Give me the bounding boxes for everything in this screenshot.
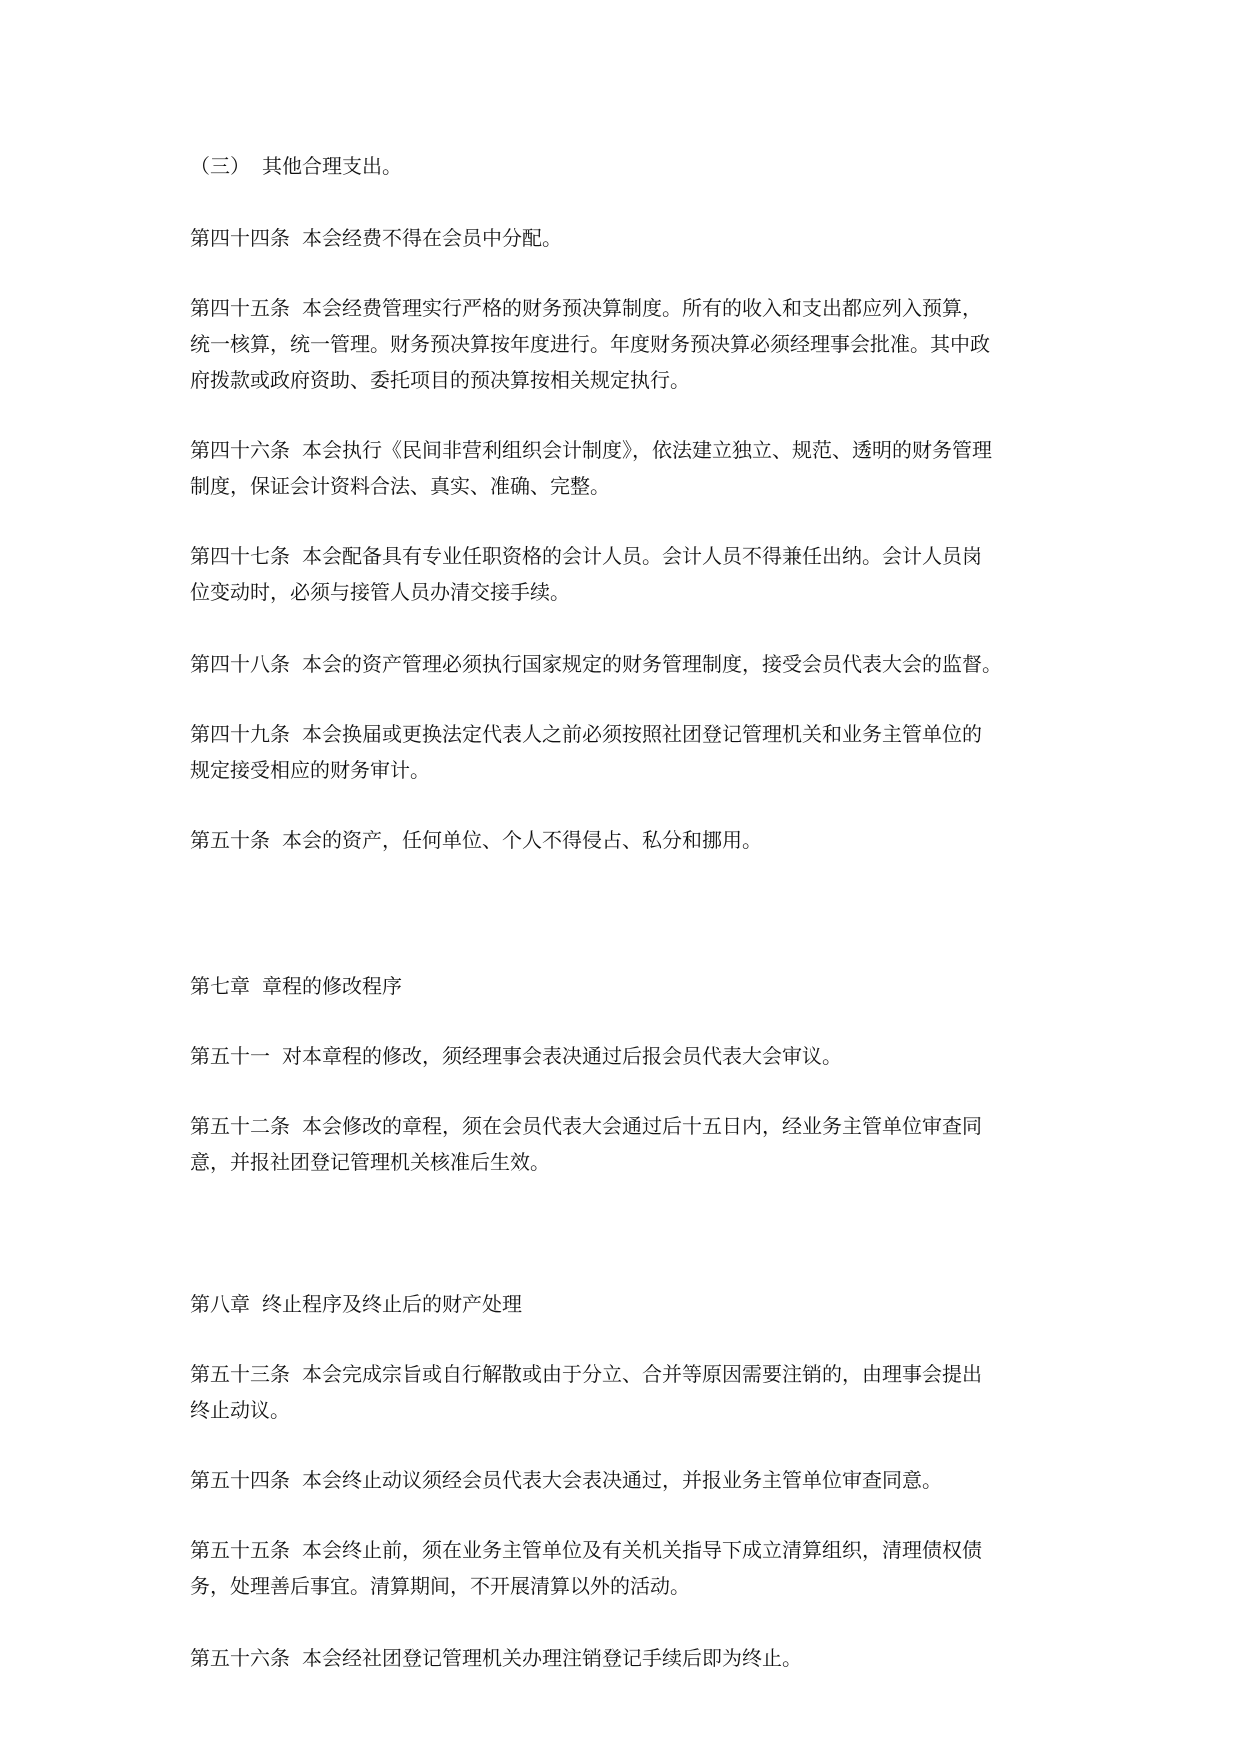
article-46 <box>190 432 1070 504</box>
article-47 <box>190 538 1070 610</box>
article-label: 第四十五条 <box>190 296 290 320</box>
article-52 <box>190 1108 1070 1180</box>
article-54 <box>190 1462 1070 1498</box>
article-label: 第五十条 <box>190 828 270 852</box>
article-label: 第五十五条 <box>190 1538 290 1562</box>
article-label: 第四十九条 <box>190 722 290 746</box>
article-53 <box>190 1356 1070 1428</box>
chapter-label: 第七章 <box>190 974 250 998</box>
clause-text: 其他合理支出。 <box>262 154 402 178</box>
article-48 <box>190 646 1070 682</box>
article-label: 第五十一 <box>190 1044 270 1068</box>
article-text-line: 务，处理善后事宜。清算期间，不开展清算以外的活动。 <box>190 1574 690 1598</box>
article-label: 第四十四条 <box>190 226 290 250</box>
article-text: 本会终止动议须经会员代表大会表决通过，并报业务主管单位审查同意。 <box>302 1468 942 1492</box>
article-text: 本会执行《民间非营利组织会计制度》，依法建立独立、规范、透明的财务管理 <box>302 438 992 462</box>
article-51 <box>190 1038 1070 1074</box>
article-label: 第四十七条 <box>190 544 290 568</box>
article-45 <box>190 290 1070 398</box>
article-text: 本会修改的章程，须在会员代表大会通过后十五日内，经业务主管单位审查同 <box>302 1114 982 1138</box>
article-text-line: 制度，保证会计资料合法、真实、准确、完整。 <box>190 474 610 498</box>
article-text-line: 统一核算，统一管理。财务预决算按年度进行。年度财务预决算必须经理事会批准。其中政 <box>190 332 990 356</box>
article-label: 第五十二条 <box>190 1114 290 1138</box>
article-label: 第五十四条 <box>190 1468 290 1492</box>
article-text-line: 终止动议。 <box>190 1398 290 1422</box>
article-text: 本会换届或更换法定代表人之前必须按照社团登记管理机关和业务主管单位的 <box>302 722 982 746</box>
clause-label: （三） <box>190 154 250 178</box>
article-text: 本会经社团登记管理机关办理注销登记手续后即为终止。 <box>302 1646 802 1670</box>
article-text: 本会配备具有专业任职资格的会计人员。会计人员不得兼任出纳。会计人员岗 <box>302 544 982 568</box>
article-text: 本会经费不得在会员中分配。 <box>302 226 562 250</box>
chapter-title: 章程的修改程序 <box>262 974 402 998</box>
article-label: 第四十六条 <box>190 438 290 462</box>
article-text: 本会的资产管理必须执行国家规定的财务管理制度，接受会员代表大会的监督。 <box>302 652 1002 676</box>
article-56 <box>190 1640 1070 1676</box>
article-text: 本会终止前，须在业务主管单位及有关机关指导下成立清算组织，清理债权债 <box>302 1538 982 1562</box>
article-text-line: 府拨款或政府资助、委托项目的预决算按相关规定执行。 <box>190 368 690 392</box>
chapter-label: 第八章 <box>190 1292 250 1316</box>
chapter-8-heading <box>190 1286 1070 1322</box>
article-label: 第五十六条 <box>190 1646 290 1670</box>
article-text-line: 位变动时，必须与接管人员办清交接手续。 <box>190 580 570 604</box>
article-text: 对本章程的修改，须经理事会表决通过后报会员代表大会审议。 <box>282 1044 842 1068</box>
article-label: 第五十三条 <box>190 1362 290 1386</box>
article-text: 本会的资产，任何单位、个人不得侵占、私分和挪用。 <box>282 828 762 852</box>
clause-3-other-expenses <box>190 148 1070 184</box>
chapter-7-heading <box>190 968 1070 1004</box>
article-text: 本会经费管理实行严格的财务预决算制度。所有的收入和支出都应列入预算， <box>302 296 982 320</box>
article-44 <box>190 220 1070 256</box>
chapter-title: 终止程序及终止后的财产处理 <box>262 1292 522 1316</box>
article-label: 第四十八条 <box>190 652 290 676</box>
article-55 <box>190 1532 1070 1604</box>
article-50 <box>190 822 1070 858</box>
article-49 <box>190 716 1070 788</box>
article-text-line: 意，并报社团登记管理机关核准后生效。 <box>190 1150 550 1174</box>
article-text-line: 规定接受相应的财务审计。 <box>190 758 430 782</box>
article-text: 本会完成宗旨或自行解散或由于分立、合并等原因需要注销的，由理事会提出 <box>302 1362 982 1386</box>
